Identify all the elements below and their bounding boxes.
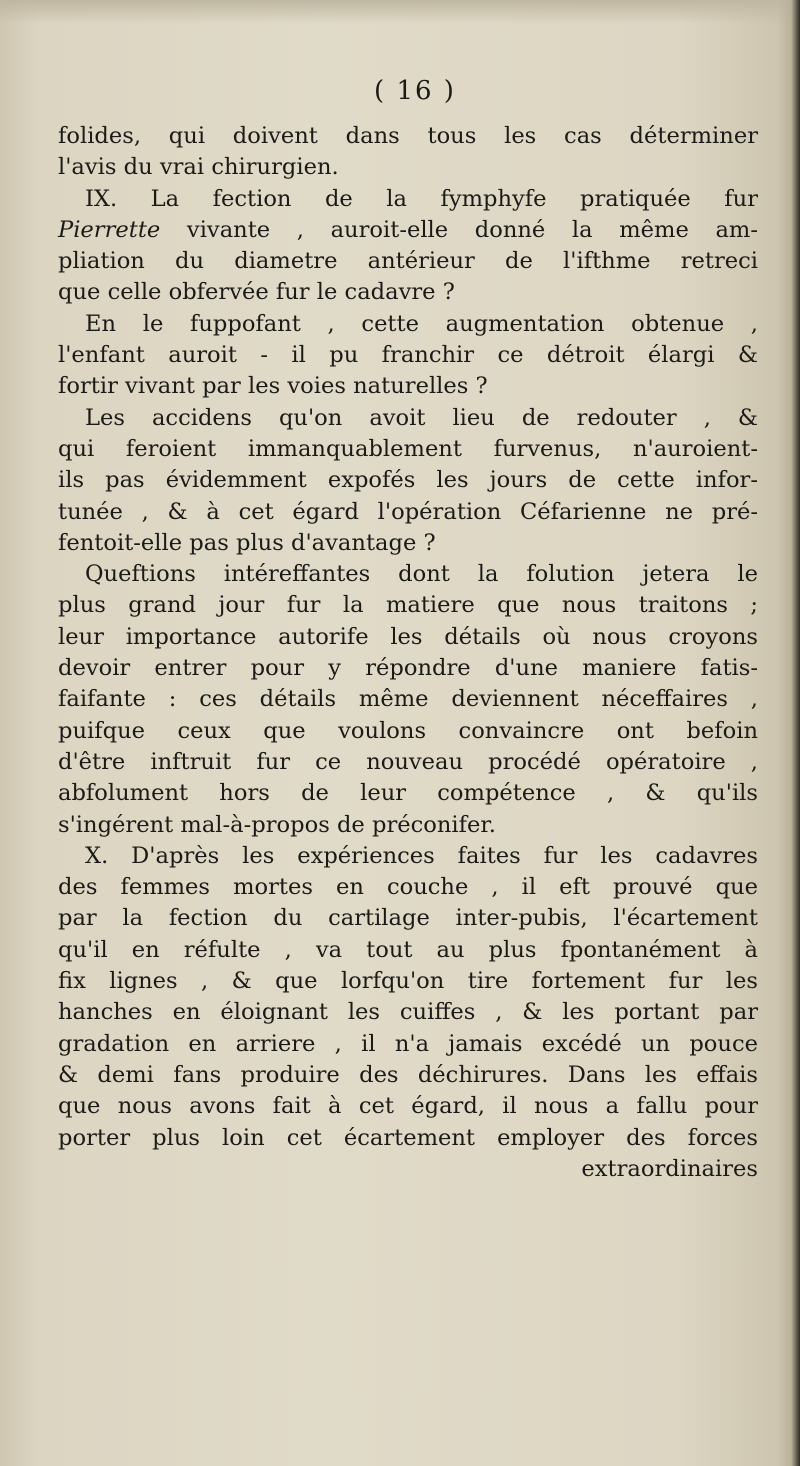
text-line: En le fuppofant , cette augmentation obtenue , — [85, 310, 758, 337]
text-line: faifante : ces détails même deviennent néceffaires , — [58, 686, 758, 713]
text-line: par la fection du cartilage inter-pubis, l'écartement — [58, 905, 758, 932]
text-line: extraordinaires — [581, 1155, 758, 1182]
text-line: l'avis du vrai chirurgien. — [58, 154, 339, 181]
text-line: tunée , & à cet égard l'opération Céfarienne ne pré- — [58, 498, 758, 525]
text-line: folides, qui doivent dans tous les cas déterminer — [58, 123, 758, 149]
text-line: porter plus loin cet écartement employer des forces — [58, 1124, 758, 1151]
text-line: leur importance autorife les détails où nous croyons — [58, 623, 758, 650]
page-binding-edge — [778, 0, 800, 1466]
text-line: plus grand jour fur la matiere que nous traitons ; — [58, 592, 758, 619]
text-line: Pierrette vivante , auroit-elle donné la même am- — [58, 216, 758, 243]
italic-name: Pierrette — [58, 216, 161, 243]
page-top-shadow — [0, 0, 800, 24]
text-line: X. D'après les expériences faites fur les cadavres — [85, 842, 758, 869]
text-line: fentoit-elle pas plus d'avantage ? — [58, 529, 436, 556]
text-line: hanches en éloignant les cuiffes , & les portant par — [58, 999, 758, 1026]
text-line: des femmes mortes en couche , il eft prouvé que — [58, 874, 758, 901]
text-line: devoir entrer pour y répondre d'une maniere fatis- — [58, 655, 758, 682]
text-line: l'enfant auroit - il pu franchir ce détroit élargi & — [58, 342, 758, 369]
text-line: s'ingérent mal-à-propos de préconifer. — [58, 811, 496, 838]
text-line: d'être inftruit fur ce nouveau procédé opératoire , — [58, 748, 758, 775]
text-line: Les accidens qu'on avoit lieu de redouter , & — [85, 404, 758, 431]
text-line: & demi fans produire des déchirures. Dans les effais — [58, 1061, 758, 1088]
text-line: pliation du diametre antérieur de l'ifthme retreci — [58, 248, 758, 275]
body-text — [58, 121, 758, 1185]
page-number: ( 16 ) — [374, 76, 456, 106]
text-line: ils pas évidemment expofés les jours de cette infor- — [58, 467, 758, 494]
text-line: qu'il en réfulte , va tout au plus fpontanément à — [58, 936, 758, 963]
text-line: IX. La fection de la fymphyfe pratiquée fur — [85, 185, 758, 212]
text-line: abfolument hors de leur compétence , & qu'ils — [58, 780, 758, 807]
text-line: puifque ceux que voulons convaincre ont befoin — [58, 717, 758, 744]
text-line: fortir vivant par les voies naturelles ? — [58, 373, 488, 400]
text-line: qui feroient immanquablement furvenus, n'auroient- — [58, 435, 758, 462]
text-line: que nous avons fait à cet égard, il nous a fallu pour — [58, 1093, 758, 1120]
text-line: fix lignes , & que lorfqu'on tire fortement fur les — [58, 968, 758, 995]
text-line: que celle obfervée fur le cadavre ? — [58, 279, 455, 306]
text-line: gradation en arriere , il n'a jamais excédé un pouce — [58, 1030, 758, 1057]
text-line: Queftions intéreffantes dont la folution jetera le — [85, 561, 758, 588]
